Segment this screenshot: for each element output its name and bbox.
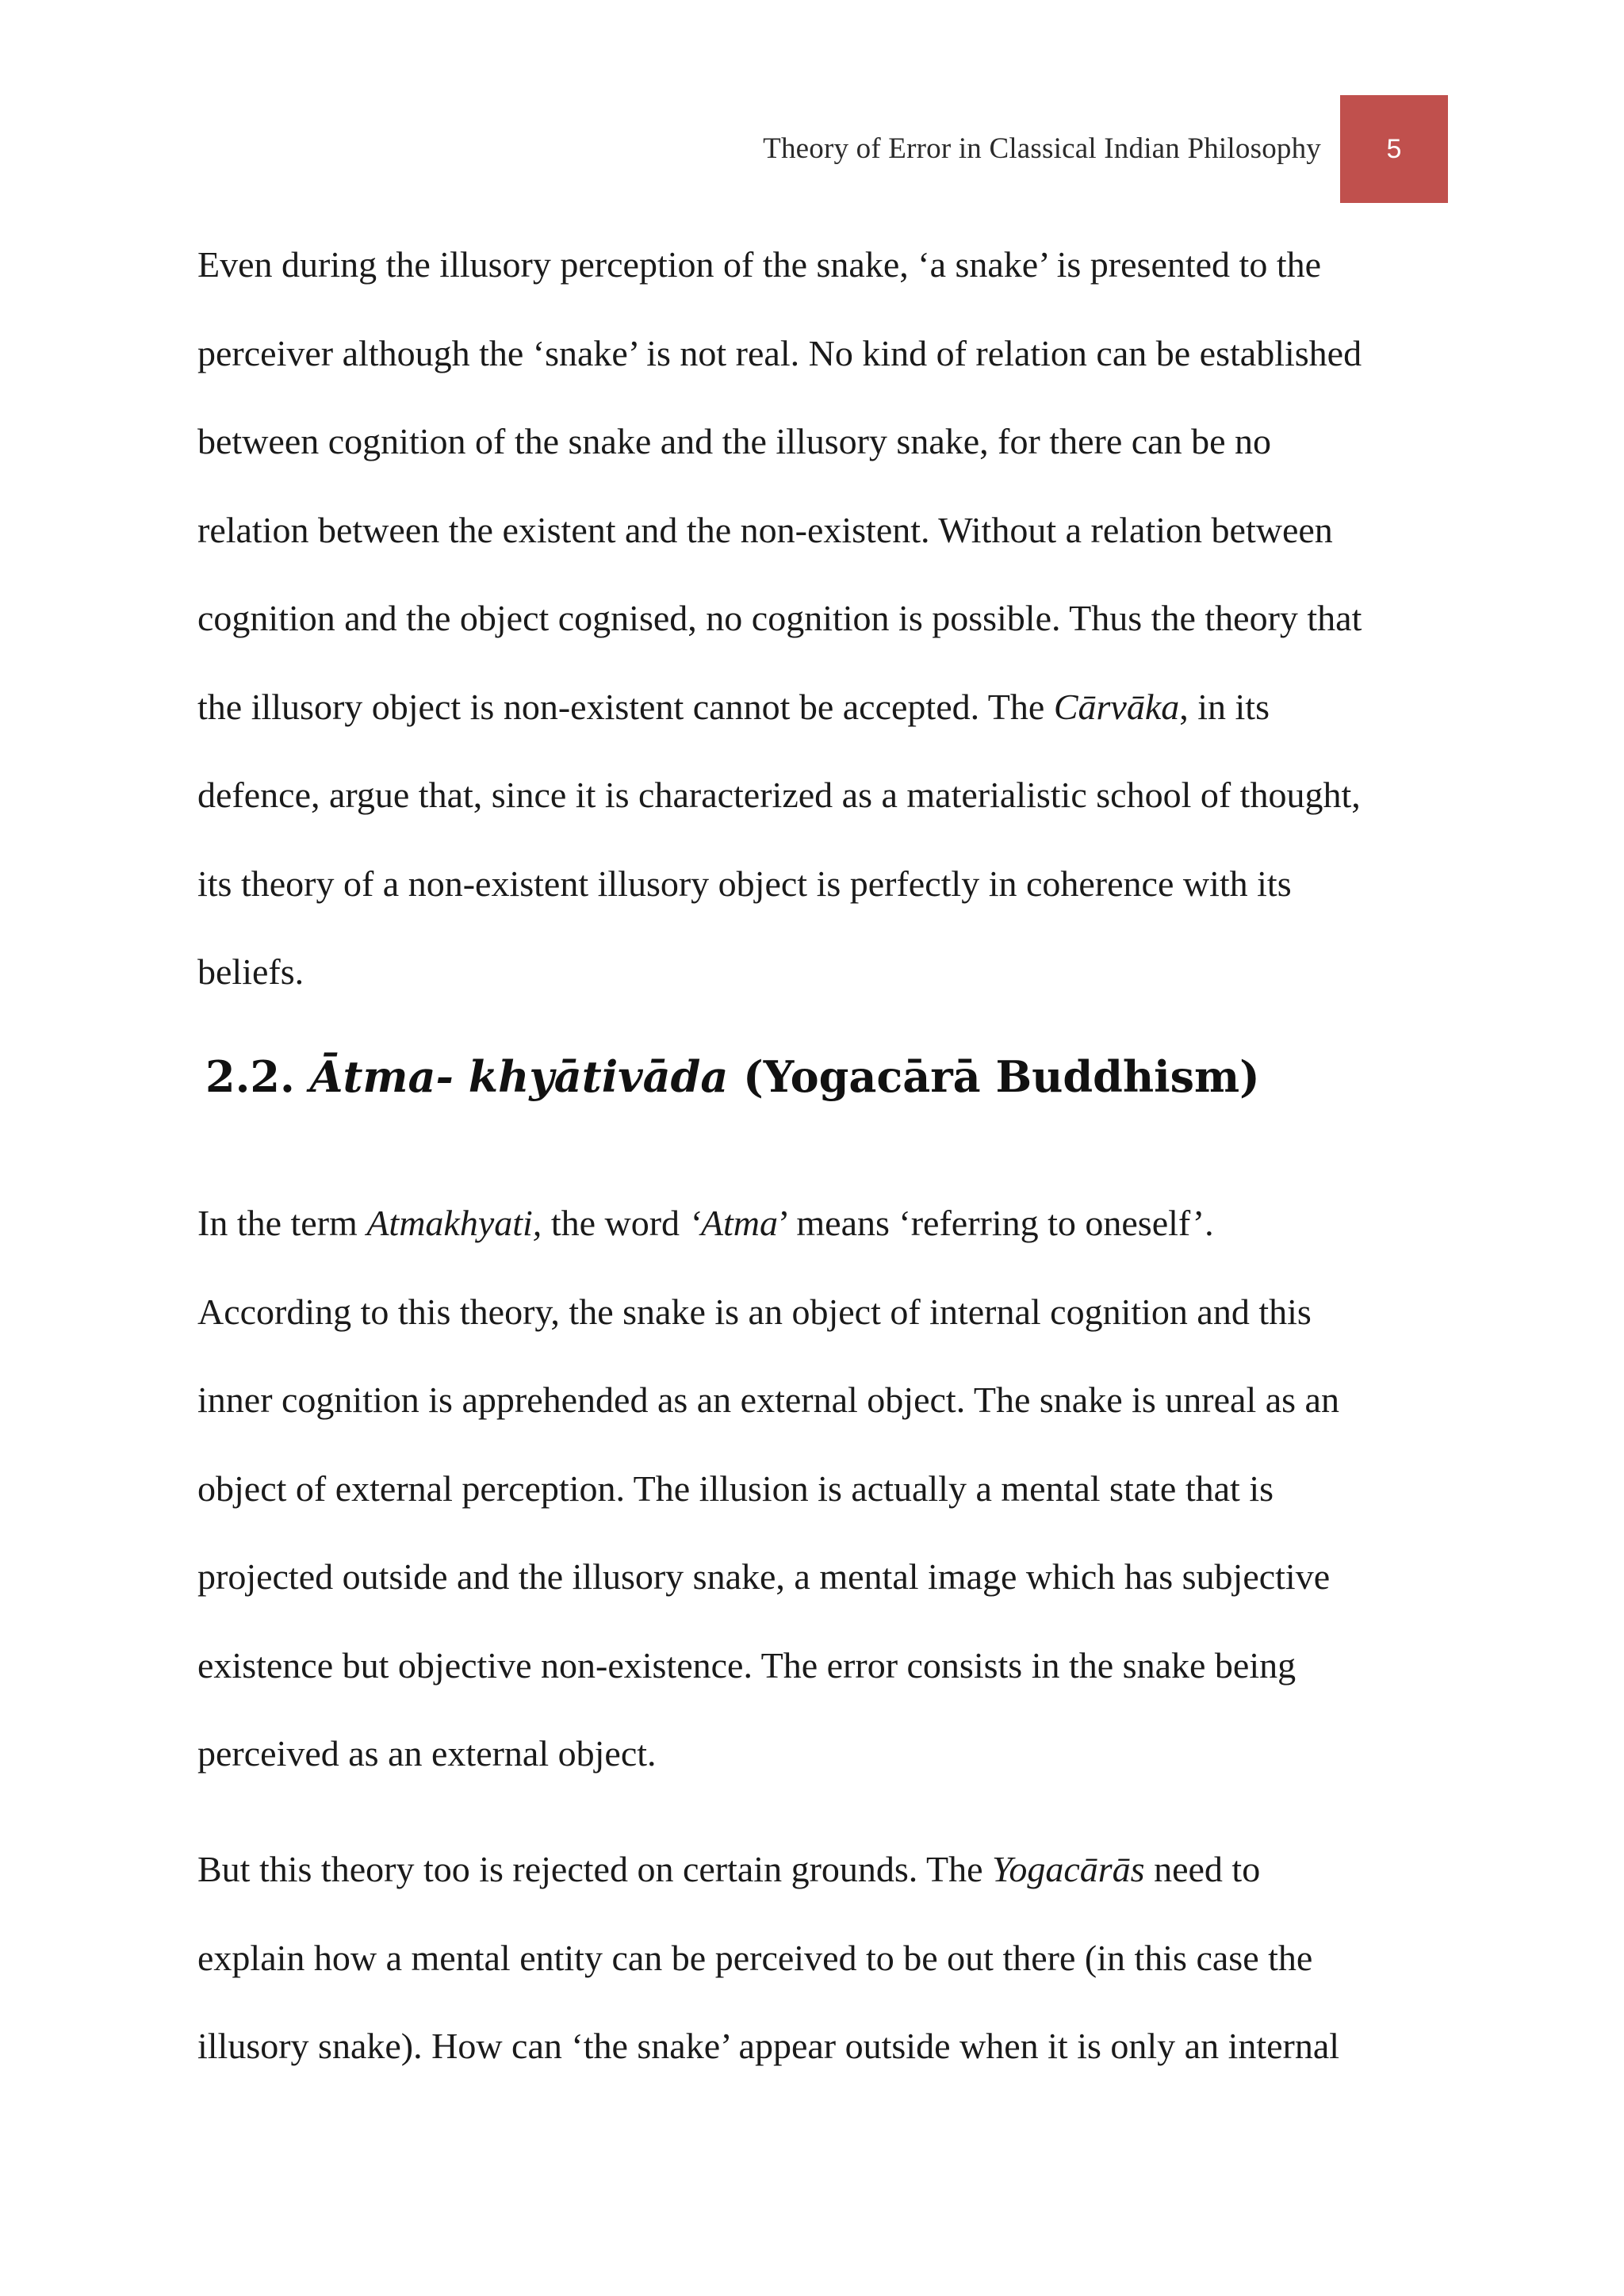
text-line: Even during the illusory perception of the snake, ‘a snake’ is presented to the [197, 244, 1322, 285]
text-line: projected outside and the illusory snake, a mental image which has subjective [197, 1556, 1331, 1597]
section-italic-title: Ātma- khyātivāda [309, 1051, 729, 1102]
text-line: illusory snake). How can ‘the snake’ appear outside when it is only an internal [197, 2026, 1340, 2066]
text-line: inner cognition is apprehended as an external object. The snake is unreal as an [197, 1380, 1339, 1420]
text-run: In the term [197, 1203, 367, 1243]
section-heading [205, 1051, 1260, 1102]
text-line [197, 1179, 1434, 1268]
text-line: object of external perception. The illusion is actually a mental state that is [197, 1468, 1274, 1509]
text-line: its theory of a non-existent illusory object is perfectly in coherence with its [197, 863, 1292, 904]
text-run: need to [1144, 1849, 1261, 1889]
section-subtitle: (Yogacārā Buddhism) [743, 1051, 1260, 1102]
text-line [197, 663, 1434, 752]
text-line: beliefs. [197, 951, 304, 992]
text-line: perceiver although the ‘snake’ is not real. No kind of relation can be established [197, 332, 1362, 373]
text-line [197, 1825, 1434, 1914]
text-line: perceived as an external object. [197, 1733, 657, 1774]
page-number: 5 [1386, 133, 1402, 164]
italic-term-carvaka: Cārvāka [1053, 686, 1180, 727]
text-line: defence, argue that, since it is characterized as a materialistic school of thought, [197, 775, 1361, 815]
italic-term-yogacaras: Yogacārās [991, 1849, 1145, 1889]
text-line: existence but objective non-existence. The error consists in the snake being [197, 1644, 1297, 1686]
text-line: explain how a mental entity can be perceived to be out there (in this case the [197, 1937, 1313, 1978]
text-run: ’ means ‘referring to oneself’. [777, 1203, 1214, 1243]
text-line: relation between the existent and the non-existent. Without a relation between [197, 509, 1333, 550]
paragraph-carvaka-critique [197, 220, 1434, 1016]
text-run: the illusory object is non-existent cannot be accepted. The [197, 686, 1054, 727]
running-header-title: Theory of Error in Classical Indian Philosophy [763, 132, 1321, 165]
text-run: , in its [1179, 686, 1270, 727]
text-line: between cognition of the snake and the illusory snake, for there can be no [197, 421, 1271, 461]
paragraph-yogacara-rejection [197, 1825, 1434, 2091]
text-run: the word [542, 1203, 689, 1243]
section-number: 2.2. [205, 1051, 295, 1102]
text-run: But this theory too is rejected on certain grounds. The [197, 1849, 992, 1889]
italic-term-atmakhyati: Atmakhyati, [366, 1203, 542, 1243]
text-line: cognition and the object cognised, no cognition is possible. Thus the theory that [197, 598, 1362, 638]
italic-term-atma: ‘Atma [688, 1203, 778, 1243]
text-line: According to this theory, the snake is an object of internal cognition and this [197, 1291, 1312, 1332]
paragraph-atmakhyati-definition [197, 1179, 1434, 1798]
page-number-badge [1340, 95, 1448, 203]
